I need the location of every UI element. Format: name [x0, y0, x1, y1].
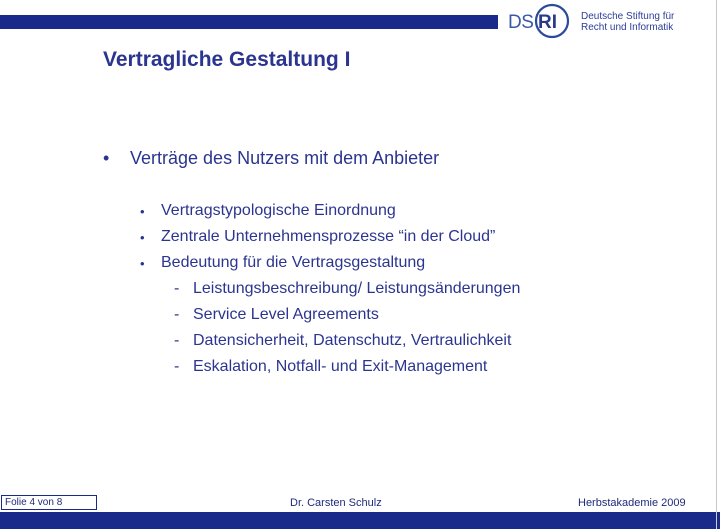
bullet-marker: • — [103, 148, 110, 168]
sub-bullet-text: Vertragstypologische Einordnung — [161, 202, 396, 219]
slide-counter: Folie 4 von 8 — [1, 495, 97, 510]
slide-edge-divider — [716, 0, 717, 529]
footer-bar — [0, 512, 720, 529]
dash-item-text: Eskalation, Notfall- und Exit-Management — [193, 358, 488, 375]
main-bullet-text: Verträge des Nutzers mit dem Anbieter — [130, 148, 440, 168]
dash-marker: - — [174, 358, 180, 375]
dash-marker: - — [174, 280, 180, 297]
sub-bullet-text: Zentrale Unternehmensprozesse “in der Cloud” — [161, 228, 496, 245]
bullet-marker: • — [140, 204, 145, 219]
dash-item-text: Leistungsbeschreibung/ Leistungsänderungen — [193, 280, 521, 297]
dash-marker: - — [174, 332, 180, 349]
bullet-marker: • — [140, 230, 145, 245]
logo-text-ri: RI — [538, 12, 557, 33]
organization-line-2: Recht und Informatik — [581, 22, 674, 33]
dsri-logo — [506, 3, 576, 39]
dash-item-text: Service Level Agreements — [193, 306, 379, 323]
sub-bullet-text: Bedeutung für die Vertragsgestaltung — [161, 254, 426, 271]
slide-title: Vertragliche Gestaltung I — [103, 48, 351, 71]
organization-line-1: Deutsche Stiftung für — [581, 11, 675, 22]
dash-item-text: Datensicherheit, Datenschutz, Vertraulichkeit — [193, 332, 512, 349]
footer-event: Herbstakademie 2009 — [578, 497, 686, 509]
dash-marker: - — [174, 306, 180, 323]
organization-name — [581, 11, 674, 33]
bullet-marker: • — [140, 256, 145, 271]
footer-author: Dr. Carsten Schulz — [290, 497, 382, 509]
header-bar — [0, 15, 498, 29]
logo-text: DS — [508, 12, 534, 33]
